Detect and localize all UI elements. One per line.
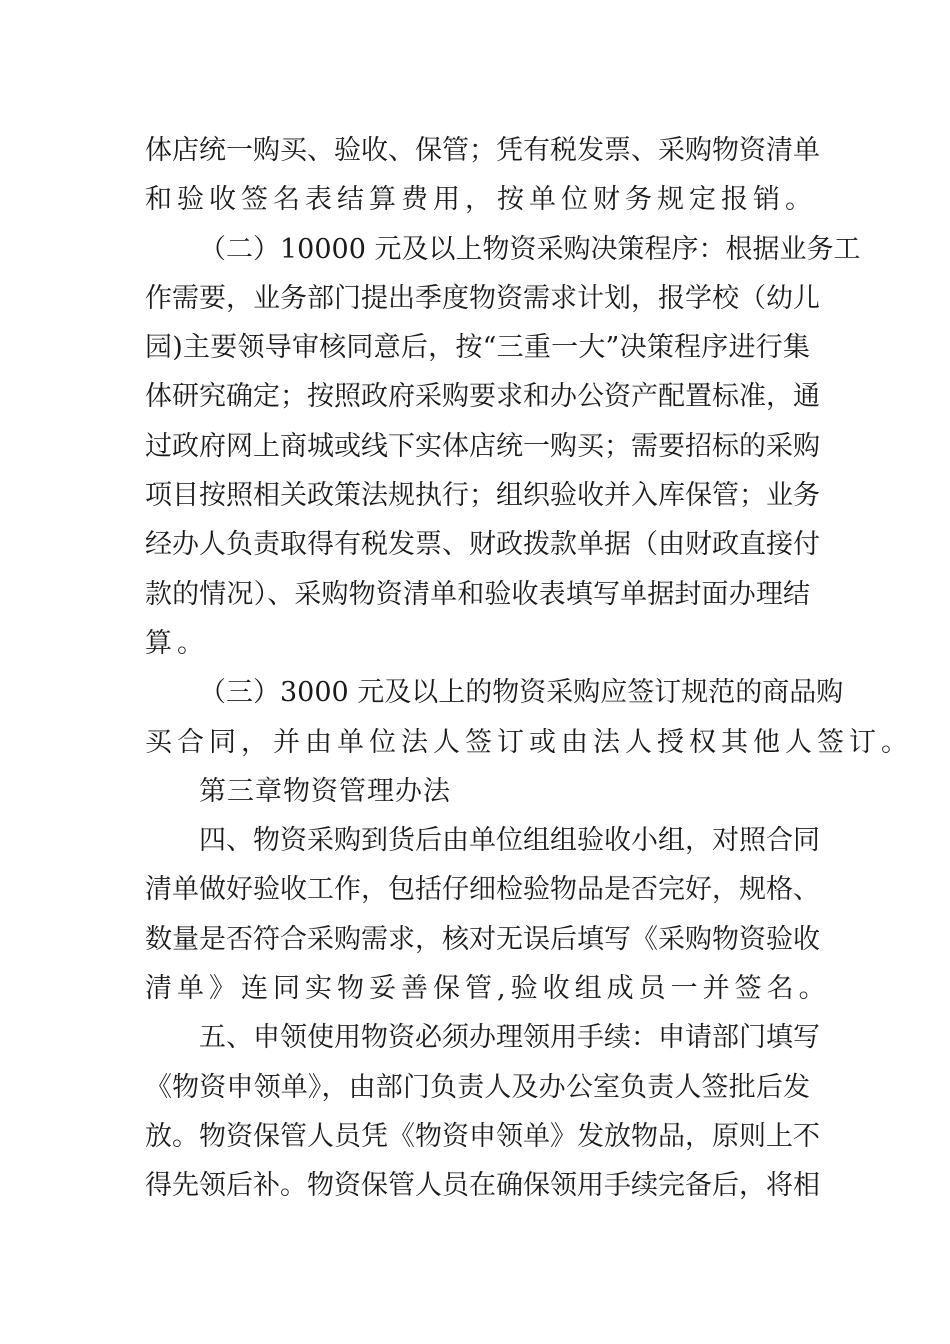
text-line: 清单》连同实物妥善保管,验收组成员一并签名。 [145,973,831,1005]
text-line: 清单做好验收工作，包括仔细检验物品是否完好，规格、 [145,874,820,906]
chapter-heading: 第三章物资管理办法 [199,775,451,807]
text-line: 数量是否符合采购需求，核对无误后填写《采购物资验收 [145,923,820,955]
text-line: 得先领后补。物资保管人员在确保领用手续完备后，将相 [145,1170,820,1202]
text-line: 放。物资保管人员凭《物资申领单》发放物品，原则上不 [145,1120,820,1152]
text-line: 《物资申领单》，由部门负责人及办公室负责人签批后发 [145,1071,810,1103]
text-line: 买合同，并由单位法人签订或由法人授权其他人签订。 [145,726,913,758]
text-line: 体店统一购买、验收、保管；凭有税发票、采购物资清单 [145,135,820,166]
text-line: 款的情况）、采购物资清单和验收表填写单据封面办理结 [145,578,810,610]
text-line: 过政府网上商城或线下实体店统一购买；需要招标的采购 [145,430,820,462]
paragraph-heading-line: 五、申领使用物资必须办理领用手续：申请部门填写 [199,1022,820,1054]
text-line: 和验收签名表结算费用，按单位财务规定报销。 [145,184,817,216]
document-body [145,126,913,1211]
text-line: 体研究确定；按照政府采购要求和办公资产配置标准，通 [145,381,820,413]
paragraph-heading-line: （三）3000 元及以上的物资采购应签订规范的商品购 [199,677,844,709]
paragraph-heading-line: 四、物资采购到货后由单位组组验收小组，对照合同 [199,825,820,857]
text-line: 园)主要领导审核同意后，按“三重一大”决策程序进行集 [145,332,810,364]
text-line: 作需要，业务部门提出季度物资需求计划，报学校（幼儿 [145,282,820,314]
text-line: 项目按照相关政策法规执行；组织验收并入库保管；业务 [145,480,820,512]
text-line: 经办人负责取得有税发票、财政拨款单据（由财政直接付 [145,529,820,561]
text-line: 算。 [145,627,209,659]
paragraph-heading-line: （二）10000 元及以上物资采购决策程序：根据业务工 [199,233,861,265]
